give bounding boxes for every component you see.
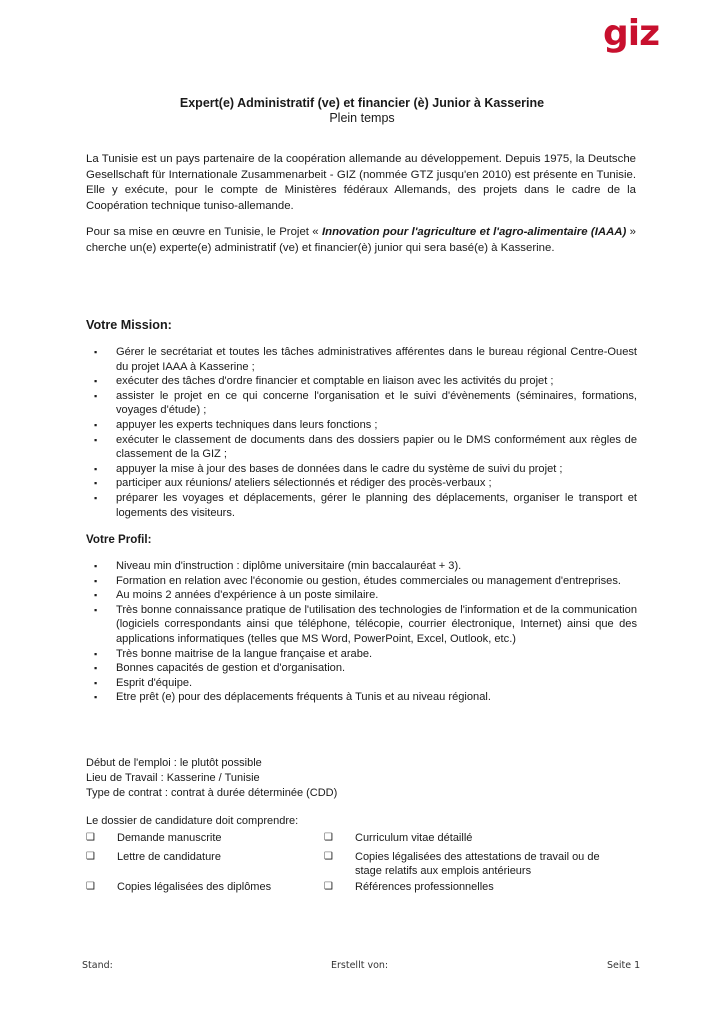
job-title: Expert(e) Administratif (ve) et financier (è) Junior à Kasserine — [179, 96, 545, 110]
checkbox-icon: ❑ — [324, 881, 333, 892]
bullet-icon: ▪ — [94, 419, 98, 430]
list-item — [86, 389, 637, 418]
bullet-icon: ▪ — [94, 561, 98, 571]
intro-paragraph-2 — [86, 225, 636, 256]
checkbox-icon: ❑ — [324, 832, 333, 843]
list-item-text: préparer les voyages et déplacements, gérer le planning des déplacements, organiser le transport et logements des visiteurs. — [116, 491, 637, 519]
bullet-icon: ▪ — [94, 692, 98, 703]
footer-stand: Stand: — [82, 960, 113, 971]
list-item — [86, 661, 637, 676]
footer-erstellt: Erstellt von: — [331, 960, 389, 971]
list-item-text: appuyer les experts techniques dans leurs fonctions ; — [116, 418, 378, 431]
profil-heading: Votre Profil: — [86, 533, 152, 546]
list-item-text: appuyer la mise à jour des bases de données dans le cadre du système de suivi du projet ; — [116, 462, 563, 475]
checkbox-icon: ❑ — [324, 851, 333, 862]
list-item-text: Esprit d'équipe. — [116, 676, 193, 689]
checkbox-icon: ❑ — [86, 881, 95, 892]
list-item-text: Bonnes capacités de gestion et d'organisation. — [116, 662, 346, 675]
job-info — [86, 756, 337, 801]
bullet-icon: ▪ — [94, 478, 98, 489]
list-item-text: participer aux réunions/ ateliers sélectionnés et rédiger des procès-verbaux ; — [116, 477, 492, 490]
bullet-icon: ▪ — [94, 347, 98, 357]
list-item-text: Formation en relation avec l'économie ou gestion, études commerciales ou management d'entreprises. — [116, 574, 621, 587]
list-item — [86, 647, 637, 662]
list-item — [86, 491, 637, 520]
bullet-icon: ▪ — [94, 434, 98, 445]
checklist-text: Demande manuscrite — [117, 832, 222, 844]
bullet-icon: ▪ — [94, 376, 98, 387]
intro-p2-end: » cherche un(e) experte(e) administratif (ve) et financier(è) junior qui sera basé(e) à Kasserine. — [86, 226, 636, 254]
profil-list — [86, 559, 637, 705]
checklist-text: stage relatifs aux emplois antérieurs — [355, 865, 532, 877]
list-item — [86, 559, 637, 574]
list-item-text: Très bonne maitrise de la langue française et arabe. — [116, 647, 373, 660]
work-location: Lieu de Travail : Kasserine / Tunisie — [86, 772, 260, 784]
list-item-text: Gérer le secrétariat et toutes les tâches administratives afférentes dans le bureau régional Centre-Ouest du projet IAAA à Kasserine ; — [116, 346, 637, 373]
mission-list — [86, 345, 637, 520]
start-date: Début de l'emploi : le plutôt possible — [86, 757, 262, 769]
title-block — [0, 96, 724, 126]
list-item-text: assister le projet en ce qui concerne l'organisation et le suivi d'évènements (séminaires, formations, voyages d'étude) ; — [116, 389, 637, 417]
dossier-label: Le dossier de candidature doit comprendre: — [86, 815, 299, 827]
list-item — [86, 690, 637, 705]
checklist-text: Curriculum vitae détaillé — [355, 832, 473, 844]
list-item — [86, 603, 637, 647]
list-item — [86, 418, 637, 433]
checklist-text: Copies légalisées des attestations de travail ou de — [355, 851, 600, 863]
list-item-text: exécuter le classement de documents dans des dossiers papier ou le DMS conformément aux règles de classement de la GIZ ; — [116, 433, 637, 461]
list-item — [86, 433, 637, 462]
list-item-text: Très bonne connaissance pratique de l'utilisation des technologies de l'information et de la communication (logiciels correspondants ainsi que téléphone, télécopie, courrier électronique, Internet) ainsi que des applications informatiques (telles que MS Word, PowerPoint, Excel, Outlook, etc.) — [116, 603, 637, 645]
list-item-text: Niveau min d'instruction : diplôme universitaire (min baccalauréat + 3). — [116, 560, 462, 572]
checklist-text: Références professionnelles — [355, 881, 494, 893]
project-name: Innovation pour l'agriculture et l'agro-alimentaire (IAAA) — [321, 226, 627, 238]
bullet-icon: ▪ — [94, 390, 98, 401]
list-item — [86, 345, 637, 374]
bullet-icon: ▪ — [94, 604, 98, 615]
bullet-icon: ▪ — [94, 492, 98, 503]
checkbox-icon: ❑ — [86, 851, 95, 862]
mission-heading: Votre Mission: — [86, 318, 172, 332]
bullet-icon: ▪ — [94, 463, 98, 474]
giz-logo: giz — [603, 13, 660, 54]
list-item-text: Etre prêt (e) pour des déplacements fréquents à Tunis et au niveau régional. — [116, 691, 491, 704]
checkbox-icon: ❑ — [86, 832, 95, 843]
list-item-text: Au moins 2 années d'expérience à un poste similaire. — [116, 589, 379, 602]
bullet-icon: ▪ — [94, 677, 98, 688]
list-item — [86, 462, 637, 477]
contract-type: Type de contrat : contrat à durée déterminée (CDD) — [86, 787, 338, 799]
list-item-text: exécuter des tâches d'ordre financier et comptable en liaison avec les activités du projet ; — [116, 375, 554, 388]
list-item — [86, 374, 637, 389]
list-item — [86, 676, 637, 691]
bullet-icon: ▪ — [94, 590, 98, 601]
bullet-icon: ▪ — [94, 663, 98, 674]
list-item — [86, 588, 637, 603]
bullet-icon: ▪ — [94, 575, 98, 586]
list-item — [86, 476, 637, 491]
footer-page-number: Seite 1 — [607, 960, 641, 971]
bullet-icon: ▪ — [94, 648, 98, 659]
intro-paragraph-1: La Tunisie est un pays partenaire de la coopération allemande au développement. Depuis 1975, la Deutsche Gesellschaft für Internationale Zusammenarbeit - GIZ (nommée GTZ jusqu'en 2010) est présente en Tunisie. Elle y exécute, pour le compte de Ministères fédéraux Allemands, des projets dans le cadre de la Coopération technique tuniso-allemande. — [86, 153, 636, 212]
checklist-text: Lettre de candidature — [117, 851, 221, 863]
list-item — [86, 574, 637, 589]
checklist-text: Copies légalisées des diplômes — [117, 881, 272, 893]
intro-p2-start: Pour sa mise en œuvre en Tunisie, le Projet « — [86, 226, 322, 238]
job-subtitle: Plein temps — [329, 111, 395, 125]
